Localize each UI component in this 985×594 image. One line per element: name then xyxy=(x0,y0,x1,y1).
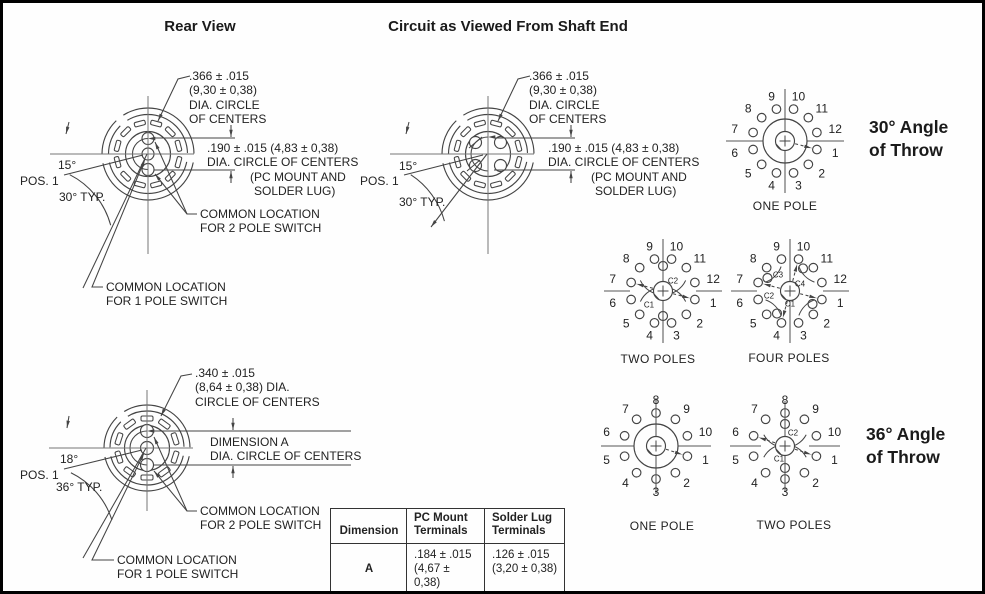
terminal xyxy=(620,452,629,461)
terminal-number: 7 xyxy=(736,272,744,287)
terminal-pad xyxy=(460,126,471,137)
text-line: DIA. CIRCLE OF CENTERS xyxy=(210,449,362,464)
terminal xyxy=(635,263,644,272)
text-line: Dimension xyxy=(339,525,399,537)
cell-dimension-a xyxy=(331,544,407,594)
table-row xyxy=(331,544,565,594)
leader-line xyxy=(155,142,197,214)
leader-line xyxy=(158,76,190,121)
terminal-pad xyxy=(171,432,179,445)
terminal xyxy=(761,468,770,477)
terminal xyxy=(667,255,676,264)
terminal-number: 1 xyxy=(836,295,844,310)
col-header-dimension xyxy=(331,509,407,544)
terminal xyxy=(749,452,758,461)
terminal-number: 4 xyxy=(622,476,629,491)
leader-line xyxy=(92,159,145,287)
arrowhead xyxy=(154,437,159,444)
terminal-number: 9 xyxy=(768,89,775,104)
terminal-number: 1 xyxy=(831,145,839,160)
callout-line: DIA. CIRCLE OF CENTERS xyxy=(548,155,700,170)
terminal xyxy=(794,255,803,264)
terminal-number: 10 xyxy=(669,239,684,254)
dimension-table xyxy=(330,508,565,594)
callout-line: DIA. CIRCLE OF CENTERS xyxy=(207,155,359,170)
terminal xyxy=(683,432,692,441)
label-30-four-poles: FOUR POLES xyxy=(748,351,830,365)
terminal-pad xyxy=(175,140,182,152)
terminal-number: 10 xyxy=(698,424,713,439)
terminal-pad xyxy=(171,451,179,464)
r30-inner-dia-callout xyxy=(207,141,358,198)
terminal xyxy=(777,319,786,328)
terminal xyxy=(627,278,636,287)
terminal xyxy=(671,415,680,424)
terminal xyxy=(683,452,692,461)
terminal xyxy=(818,278,827,287)
label-36-one-pole: ONE POLE xyxy=(629,519,695,533)
text-line: OF CENTERS xyxy=(529,111,607,126)
terminal-number: 3 xyxy=(800,328,807,343)
terminal-number: 3 xyxy=(652,485,660,499)
terminal-number: 7 xyxy=(731,122,739,137)
cell-pc-mount-value xyxy=(407,544,485,594)
terminal-number: 9 xyxy=(773,239,780,254)
terminal-number: 9 xyxy=(812,401,819,416)
terminal xyxy=(749,145,758,154)
terminal-number: 10 xyxy=(796,239,811,254)
col-header-solder-lug xyxy=(485,509,565,544)
arrowhead xyxy=(794,264,798,271)
terminal-number: 2 xyxy=(818,166,826,181)
throw-36-title xyxy=(866,423,945,468)
terminal-pad xyxy=(474,181,486,188)
terminal-number: 3 xyxy=(781,485,789,499)
callout-line: (PC MOUNT AND xyxy=(591,169,687,184)
callout-line: SOLDER LUG) xyxy=(254,183,336,198)
terminal xyxy=(667,319,676,328)
text-line: of Throw xyxy=(866,446,940,467)
terminal xyxy=(818,295,827,304)
terminal xyxy=(812,432,821,441)
terminal-number: 5 xyxy=(744,166,752,181)
terminal-pad xyxy=(515,140,522,152)
terminal-number: 12 xyxy=(828,122,842,137)
r36-pos1-label: POS. 1 xyxy=(20,468,59,482)
arrowhead xyxy=(231,466,234,473)
terminal-number: 3 xyxy=(673,328,680,343)
text-line: (9,30 ± 0,38) xyxy=(529,83,597,98)
terminal-number: 8 xyxy=(622,251,630,266)
label-30-one-pole: ONE POLE xyxy=(752,199,818,213)
text-line: FOR 1 POLE SWITCH xyxy=(117,567,239,582)
leader-line xyxy=(155,174,187,214)
text-line: OF CENTERS xyxy=(189,111,267,126)
terminal xyxy=(749,128,758,137)
text-line: (8,64 ± 0,38) DIA. xyxy=(195,380,290,395)
r30-common-1pole-callout xyxy=(106,280,227,309)
terminal-number: 5 xyxy=(603,453,610,468)
terminal xyxy=(749,432,758,441)
terminal xyxy=(682,310,691,319)
bushing-notch xyxy=(438,153,454,164)
arrowhead xyxy=(682,295,689,299)
terminal-pad xyxy=(505,171,516,182)
terminal xyxy=(789,105,798,114)
terminal xyxy=(772,169,781,178)
text-line: (9,30 ± 0,38) xyxy=(189,83,257,98)
terminal xyxy=(632,468,641,477)
r30-pos1-label: POS. 1 xyxy=(20,174,59,188)
text-line: .366 ± .015 xyxy=(189,69,249,83)
terminal xyxy=(804,160,813,169)
text-line: FOR 2 POLE SWITCH xyxy=(200,518,322,533)
terminal xyxy=(757,113,766,122)
pole-common-label: C1 xyxy=(773,454,785,464)
s30-outer-dia-callout xyxy=(529,69,606,126)
arrowhead xyxy=(569,130,572,137)
text-line: PC Mount xyxy=(414,512,468,524)
terminal-number: 5 xyxy=(622,316,630,331)
terminal xyxy=(804,113,813,122)
arrowhead xyxy=(636,284,643,288)
terminal-number: 2 xyxy=(696,316,704,331)
terminal-number: 5 xyxy=(732,453,739,468)
text-line: DIMENSION A xyxy=(210,435,289,449)
terminal xyxy=(632,415,641,424)
terminal-number: 4 xyxy=(773,328,780,343)
terminal-number: 4 xyxy=(768,178,775,193)
terminal-pad xyxy=(474,120,486,127)
arrowhead xyxy=(67,421,70,428)
terminal xyxy=(754,295,763,304)
terminal-number: 7 xyxy=(751,401,758,416)
callout-line: (PC MOUNT AND xyxy=(250,169,346,184)
col-header-pc-mount xyxy=(407,509,485,544)
text-line: COMMON LOCATION xyxy=(106,280,226,294)
terminal xyxy=(650,255,659,264)
text-line: A xyxy=(364,563,374,575)
terminal-number: 8 xyxy=(744,101,752,116)
terminal xyxy=(650,319,659,328)
text-line: (4,67 ± 0,38) xyxy=(414,563,450,589)
r30-outer-dia-callout xyxy=(189,69,266,126)
callout-line: .190 ± .015 (4,83 ± 0,38) xyxy=(207,141,339,155)
terminal xyxy=(671,468,680,477)
terminal xyxy=(813,145,822,154)
text-line: CIRCLE OF CENTERS xyxy=(195,394,320,409)
text-line: 30° Angle xyxy=(869,117,949,137)
cell-solder-lug-value xyxy=(485,544,565,594)
terminal-number: 11 xyxy=(693,251,707,266)
terminal-pad xyxy=(490,120,502,127)
text-line: 36° Angle xyxy=(866,424,946,444)
r30-typ-angle: 30° TYP. xyxy=(59,190,106,204)
callout-line: SOLDER LUG) xyxy=(595,183,677,198)
terminal-pad xyxy=(115,451,123,464)
terminal xyxy=(762,263,771,272)
arrowhead xyxy=(406,127,409,134)
arrowhead xyxy=(809,295,816,299)
terminal-number: 12 xyxy=(833,272,847,287)
callout-line: .190 ± .015 (4,83 ± 0,38) xyxy=(548,141,680,155)
terminal-pad xyxy=(505,126,516,137)
text-line: FOR 1 POLE SWITCH xyxy=(106,294,228,309)
terminal-pad xyxy=(158,466,171,477)
terminal xyxy=(800,415,809,424)
terminal-pad xyxy=(114,140,121,152)
terminal xyxy=(762,310,771,319)
terminal-pad xyxy=(515,156,522,168)
text-line: .126 ± .015 xyxy=(492,549,550,561)
terminal xyxy=(794,319,803,328)
terminal-number: 6 xyxy=(603,424,610,439)
terminal-number: 8 xyxy=(652,393,660,407)
terminal xyxy=(800,468,809,477)
circuit-view-heading: Circuit as Viewed From Shaft End xyxy=(388,18,628,35)
arrowhead xyxy=(804,451,811,455)
arrowhead xyxy=(804,145,811,149)
arrowhead xyxy=(66,127,69,134)
text-line: .340 ± .015 xyxy=(195,366,255,380)
throw-30-title xyxy=(869,116,948,161)
terminal xyxy=(761,415,770,424)
pole-common-label: C2 xyxy=(787,428,799,438)
terminal-number: 1 xyxy=(709,295,717,310)
terminal-pad xyxy=(120,171,131,182)
terminal-pad xyxy=(134,120,146,127)
bushing-notch xyxy=(98,153,114,164)
terminal-number: 6 xyxy=(609,295,617,310)
table-header-row xyxy=(331,509,565,544)
text-line: COMMON LOCATION xyxy=(200,207,320,221)
terminal-pad xyxy=(165,126,176,137)
terminal-number: 2 xyxy=(683,476,690,491)
text-line: .366 ± .015 xyxy=(529,69,589,83)
terminal xyxy=(635,310,644,319)
terminal-pad xyxy=(150,120,162,127)
terminal xyxy=(754,278,763,287)
arrowhead xyxy=(229,130,232,137)
terminal-number: 10 xyxy=(791,89,806,104)
text-line: COMMON LOCATION xyxy=(117,553,237,567)
text-line: Solder Lug xyxy=(492,512,553,524)
arrowhead xyxy=(675,451,682,455)
arrowhead xyxy=(155,142,160,149)
text-line: FOR 2 POLE SWITCH xyxy=(200,221,322,236)
terminal-number: 4 xyxy=(646,328,653,343)
terminal-number: 3 xyxy=(795,178,802,193)
terminal-number: 10 xyxy=(827,424,842,439)
arrowhead xyxy=(763,284,770,288)
terminal xyxy=(809,263,818,272)
terminal xyxy=(772,105,781,114)
s30-inner-dia-callout xyxy=(548,141,699,198)
terminal xyxy=(809,310,818,319)
terminal-number: 12 xyxy=(706,272,720,287)
terminal-number: 8 xyxy=(749,251,757,266)
terminal xyxy=(691,278,700,287)
terminal-number: 5 xyxy=(749,316,757,331)
terminal xyxy=(627,295,636,304)
arrowhead xyxy=(231,423,234,430)
terminal-number: 1 xyxy=(831,453,838,468)
r36-inner-dia-callout xyxy=(210,435,361,464)
terminal-number: 1 xyxy=(702,453,709,468)
text-line: COMMON LOCATION xyxy=(200,504,320,518)
text-line: .184 ± .015 xyxy=(414,549,472,561)
terminal xyxy=(757,160,766,169)
s30-offset-angle: 15° xyxy=(399,159,418,173)
terminal-number: 6 xyxy=(736,295,744,310)
terminal-number: 7 xyxy=(622,401,629,416)
terminal-number: 11 xyxy=(820,251,834,266)
r36-common-1pole-callout xyxy=(117,553,238,582)
text-line: DIA. CIRCLE xyxy=(529,97,600,112)
terminal-number: 8 xyxy=(781,393,789,407)
r30-offset-angle: 15° xyxy=(58,158,77,172)
rear-view-heading: Rear View xyxy=(164,18,236,35)
terminal xyxy=(813,128,822,137)
terminal-number: 6 xyxy=(731,145,739,160)
text-line: DIA. CIRCLE xyxy=(189,97,260,112)
pole-common-label: C3 xyxy=(772,270,784,280)
terminal-pad xyxy=(115,432,123,445)
terminal-number: 7 xyxy=(609,272,617,287)
terminal-number: 9 xyxy=(683,401,690,416)
terminal xyxy=(620,432,629,441)
leader-line xyxy=(498,76,530,121)
terminal xyxy=(691,295,700,304)
text-line: of Throw xyxy=(869,139,943,160)
pole-common-label: C2 xyxy=(763,291,775,301)
arrowhead xyxy=(759,438,766,442)
terminal-pad xyxy=(120,126,131,137)
pole-common-label: C1 xyxy=(784,299,796,309)
terminal-pad xyxy=(158,419,171,430)
text-line: (3,20 ± 0,38) xyxy=(492,563,558,575)
terminal-pad xyxy=(175,156,182,168)
leader-line xyxy=(83,154,147,288)
terminal-number: 2 xyxy=(823,316,831,331)
terminal-pad xyxy=(150,181,162,188)
terminal xyxy=(682,263,691,272)
text-line: Terminals xyxy=(414,525,468,537)
terminal-number: 11 xyxy=(815,101,829,116)
terminal xyxy=(777,255,786,264)
terminal xyxy=(789,169,798,178)
r36-offset-angle: 18° xyxy=(60,452,79,466)
arrowhead xyxy=(783,310,787,317)
r30-common-2pole-callout xyxy=(200,207,321,236)
terminal-number: 6 xyxy=(732,424,739,439)
r36-common-2pole-callout xyxy=(200,504,321,533)
label-30-two-poles: TWO POLES xyxy=(620,352,696,366)
s30-typ-angle: 30° TYP. xyxy=(399,195,446,209)
text-line: Terminals xyxy=(492,525,546,537)
terminal-pad xyxy=(454,140,461,152)
r36-outer-dia-callout xyxy=(195,366,320,409)
pole-common-label: C2 xyxy=(667,276,679,286)
terminal-pad xyxy=(490,181,502,188)
label-36-two-poles: TWO POLES xyxy=(756,518,832,532)
s30-pos1-label: POS. 1 xyxy=(360,174,399,188)
pole-common-label: C1 xyxy=(643,300,655,310)
pole-common-label: C4 xyxy=(794,279,806,289)
terminal-number: 2 xyxy=(812,476,819,491)
terminal-number: 4 xyxy=(751,476,758,491)
r36-typ-angle: 36° TYP. xyxy=(56,480,103,494)
terminal xyxy=(812,452,821,461)
leader-line xyxy=(92,453,144,560)
terminal-number: 9 xyxy=(646,239,653,254)
